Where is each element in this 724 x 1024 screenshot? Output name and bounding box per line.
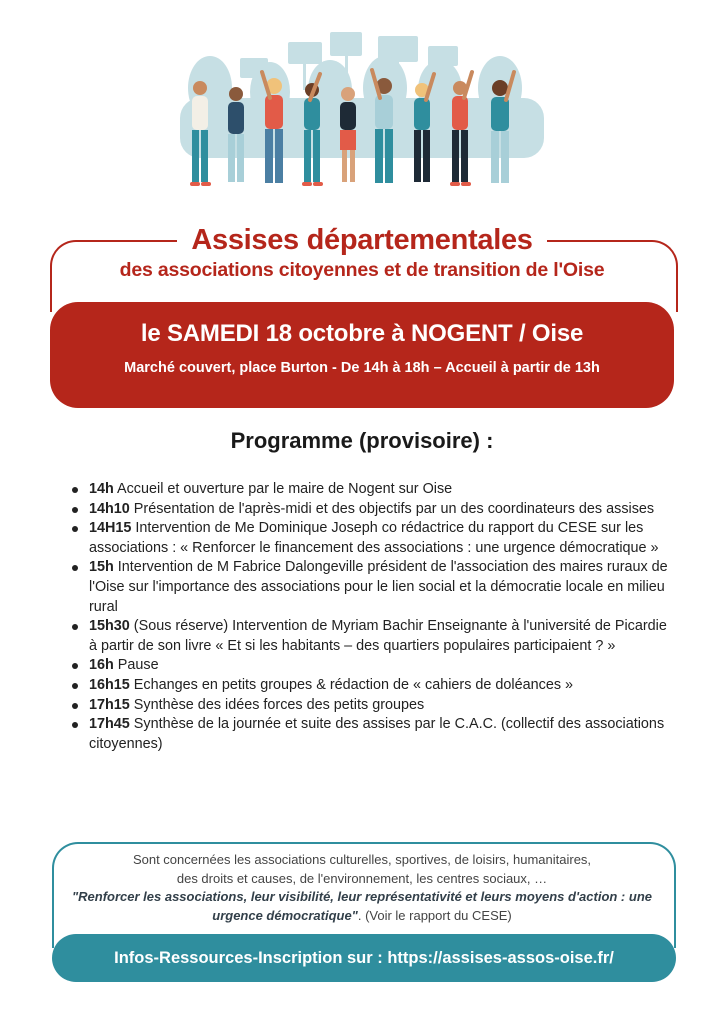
item-time: 14H15 — [89, 520, 132, 537]
item-time: 15h30 — [89, 618, 130, 635]
bullet-icon — [72, 722, 78, 728]
list-item — [60, 617, 670, 656]
programme-heading: Programme (provisoire) : — [230, 428, 494, 453]
bullet-icon — [72, 703, 78, 709]
item-text: Intervention de Me Dominique Joseph co rédactrice du rapport du CESE sur les associations : « Renforcer le financement des associations : une urgence démocratique » — [89, 520, 659, 556]
info-quote-block — [62, 888, 662, 925]
bullet-icon — [72, 683, 78, 689]
item-text: Accueil et ouverture par le maire de Nogent sur Oise — [113, 481, 453, 497]
item-text: Pause — [113, 657, 159, 674]
list-item — [60, 696, 670, 716]
item-text: Présentation de l'après-midi et des objectifs par un des coordinateurs des assises — [129, 500, 655, 517]
item-text: Echanges en petits groupes & rédaction de « cahiers de doléances » — [129, 676, 574, 693]
programme-list — [60, 480, 670, 754]
item-time: 16h15 — [89, 676, 130, 693]
item-time: 17h15 — [89, 696, 130, 713]
bullet-icon — [72, 526, 78, 532]
crowd-illustration — [170, 28, 554, 196]
list-item — [60, 656, 670, 676]
info-quote: "Renforcer les associations, leur visibilité, leur représentativité et leurs moyens d'action : une urgence démocratique" — [71, 889, 652, 923]
bullet-icon — [72, 663, 78, 669]
info-text — [62, 851, 662, 925]
item-text: Synthèse des idées forces des petits groupes — [129, 696, 425, 713]
info-line-2: des droits et causes, de l'environnement, les centres sociaux, … — [176, 870, 548, 886]
list-item — [60, 715, 670, 754]
main-title: Assises départementales — [177, 222, 546, 258]
bullet-icon — [72, 565, 78, 571]
registration-link[interactable]: Infos-Ressources-Inscription sur : https://assises-assos-oise.fr/ — [52, 934, 676, 982]
item-time: 15h — [89, 559, 114, 576]
info-line-1: Sont concernées les associations culturelles, sportives, de loisirs, humanitaires, — [132, 852, 592, 867]
item-time: 14h10 — [89, 500, 130, 517]
item-time: 14h — [89, 481, 114, 497]
list-item — [60, 500, 670, 520]
item-text: Intervention de M Fabrice Dalongeville président de l'association des maires ruraux de l'Oise sur l'importance des associations pour le lien social et la démocratie locale en milieu rural — [89, 559, 668, 615]
bullet-icon — [72, 507, 78, 513]
event-date: le SAMEDI 18 octobre à NOGENT / Oise — [140, 320, 584, 347]
item-text: Synthèse de la journée et suite des assises par le C.A.C. (collectif des associations citoyennes) — [89, 716, 665, 752]
list-item — [60, 519, 670, 558]
list-item — [60, 480, 670, 500]
info-quote-suffix: . (Voir le rapport du CESE) — [357, 907, 512, 923]
list-item — [60, 558, 670, 617]
item-text: (Sous réserve) Intervention de Myriam Bachir Enseignante à l'université de Picardie à partir de son livre « Et si les habitants – des quartiers populaires participaient ? » — [89, 618, 667, 654]
sub-title: des associations citoyennes et de transition de l'Oise — [119, 259, 605, 281]
item-time: 17h45 — [89, 716, 130, 733]
item-time: 16h — [89, 657, 114, 674]
date-banner — [50, 302, 674, 408]
list-item — [60, 676, 670, 696]
bullet-icon — [72, 487, 78, 493]
event-place: Marché couvert, place Burton - De 14h à 18h – Accueil à partir de 13h — [124, 360, 600, 376]
bullet-icon — [72, 624, 78, 630]
title-block — [60, 222, 664, 282]
